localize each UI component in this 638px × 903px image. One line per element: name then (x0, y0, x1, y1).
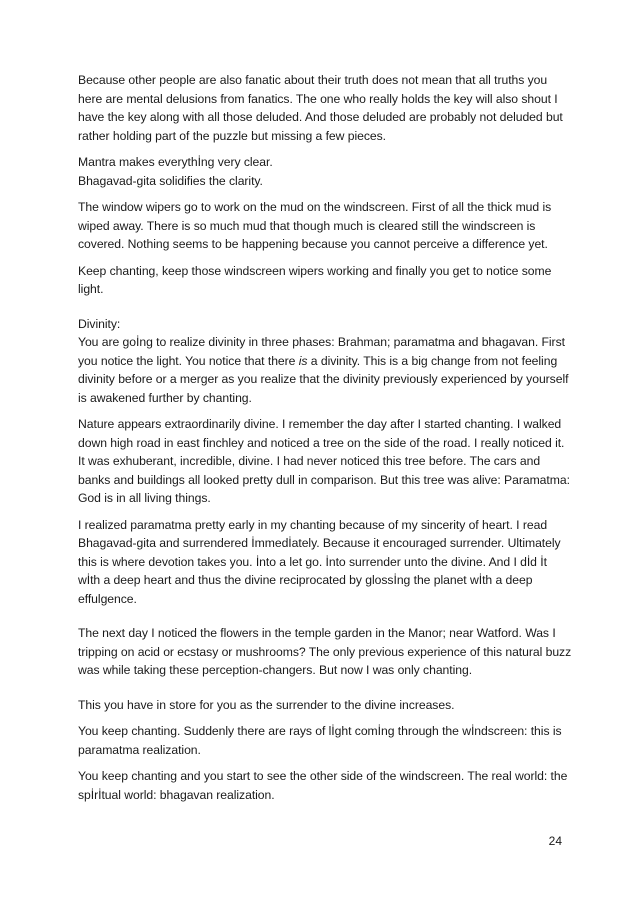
text-line: here are mental delusions from fanatics. The one who really holds the key will also shout I (78, 91, 558, 106)
paragraph-paramatma (78, 516, 570, 609)
paragraph-nature (78, 415, 570, 508)
paragraph-fanatics (78, 71, 570, 145)
paragraph-window-wipers (78, 198, 570, 254)
text-line: You keep chanting. Suddenly there are rays of lİght comİng through the wİndscreen: this is (78, 724, 562, 738)
page-number: 24 (548, 834, 562, 848)
text-line: paramatma realization. (78, 742, 201, 757)
text-line: down high road in east finchley and noticed a tree on the side of the road. I really noticed it. (78, 435, 565, 450)
text-segment: you notice the light. You notice that there (78, 353, 299, 368)
text-line: covered. Nothing seems to be happening because you cannot perceive a difference yet. (78, 237, 548, 251)
text-line: tripping on acid or ecstasy or mushrooms? The only previous experience of this natural buzz (78, 644, 572, 659)
text-line: effulgence. (78, 591, 137, 606)
text-line: I realized paramatma pretty early in my chanting because of my sincerity of heart. I read (78, 517, 548, 532)
text-line: have the key along with all those deluded. And those deluded are probably not deluded but (78, 110, 563, 124)
paragraph-mantra (78, 153, 570, 190)
text-line: Keep chanting, keep those windscreen wipers working and finally you get to notice some (78, 263, 552, 278)
text-line: This you have in store for you as the surrender to the divine increases. (78, 697, 455, 712)
document-body (78, 71, 570, 812)
text-line: The window wipers go to work on the mud on the windscreen. First of all the thick mud is (78, 200, 552, 214)
text-line: It was exhuberant, incredible, divine. I had never noticed this tree before. The cars and (78, 454, 541, 468)
paragraph-keep-chanting (78, 262, 570, 299)
text-line: divinity before or a merger as you realize that the divinity previously experienced by yourself (78, 372, 569, 386)
text-line: is awakened further by chanting. (78, 390, 252, 405)
text-line: You are goİng to realize divinity in three phases: Brahman; paramatma and bhagavan. First (78, 335, 565, 349)
text-line: You keep chanting and you start to see the other side of the windscreen. The real world: the (78, 769, 568, 783)
text-segment: a divinity. This is a big change from not feeling (307, 353, 558, 368)
text-line: Mantra makes everythİng very clear. (78, 155, 273, 169)
text-line: Bhagavad-gita and surrendered İmmedİately. Because it encouraged surrender. Ultimately (78, 536, 561, 550)
paragraph-bhagavan (78, 767, 570, 804)
text-line: Divinity: (78, 316, 121, 331)
text-line: spİrİtual world: bhagavan realization. (78, 787, 275, 802)
italic-emphasis: is (298, 353, 308, 368)
text-line: Bhagavad-gita solidifies the clarity. (78, 173, 263, 188)
text-line: wiped away. There is so much mud that though much is cleared still the windscreen is (78, 218, 536, 233)
text-line: was while taking these perception-changers. But now I was only chanting. (78, 663, 473, 677)
text-line: banks and buildings all looked pretty dull in comparison. But this tree was alive: Paramatma: (78, 472, 570, 487)
paragraph-in-store (78, 696, 570, 715)
text-line: this is where devotion takes you. İnto a let go. İnto surrender unto the divine. And I dİd İt (78, 554, 547, 569)
paragraph-temple-garden (78, 624, 570, 680)
text-line: rather holding part of the puzzle but missing a few pieces. (78, 128, 387, 143)
text-line: Nature appears extraordinarily divine. I remember the day after I started chanting. I walked (78, 417, 562, 431)
text-line: God is in all living things. (78, 491, 211, 505)
text-line: wİth a deep heart and thus the divine reciprocated by glossİng the planet wİth a deep (78, 573, 533, 587)
paragraph-rays-of-light (78, 722, 570, 759)
text-line: Because other people are also fanatic about their truth does not mean that all truths you (78, 73, 548, 87)
paragraph-divinity (78, 315, 570, 408)
text-line-mixed (78, 352, 570, 371)
text-line: The next day I noticed the flowers in the temple garden in the Manor; near Watford. Was I (78, 626, 556, 640)
text-line: light. (78, 282, 104, 296)
